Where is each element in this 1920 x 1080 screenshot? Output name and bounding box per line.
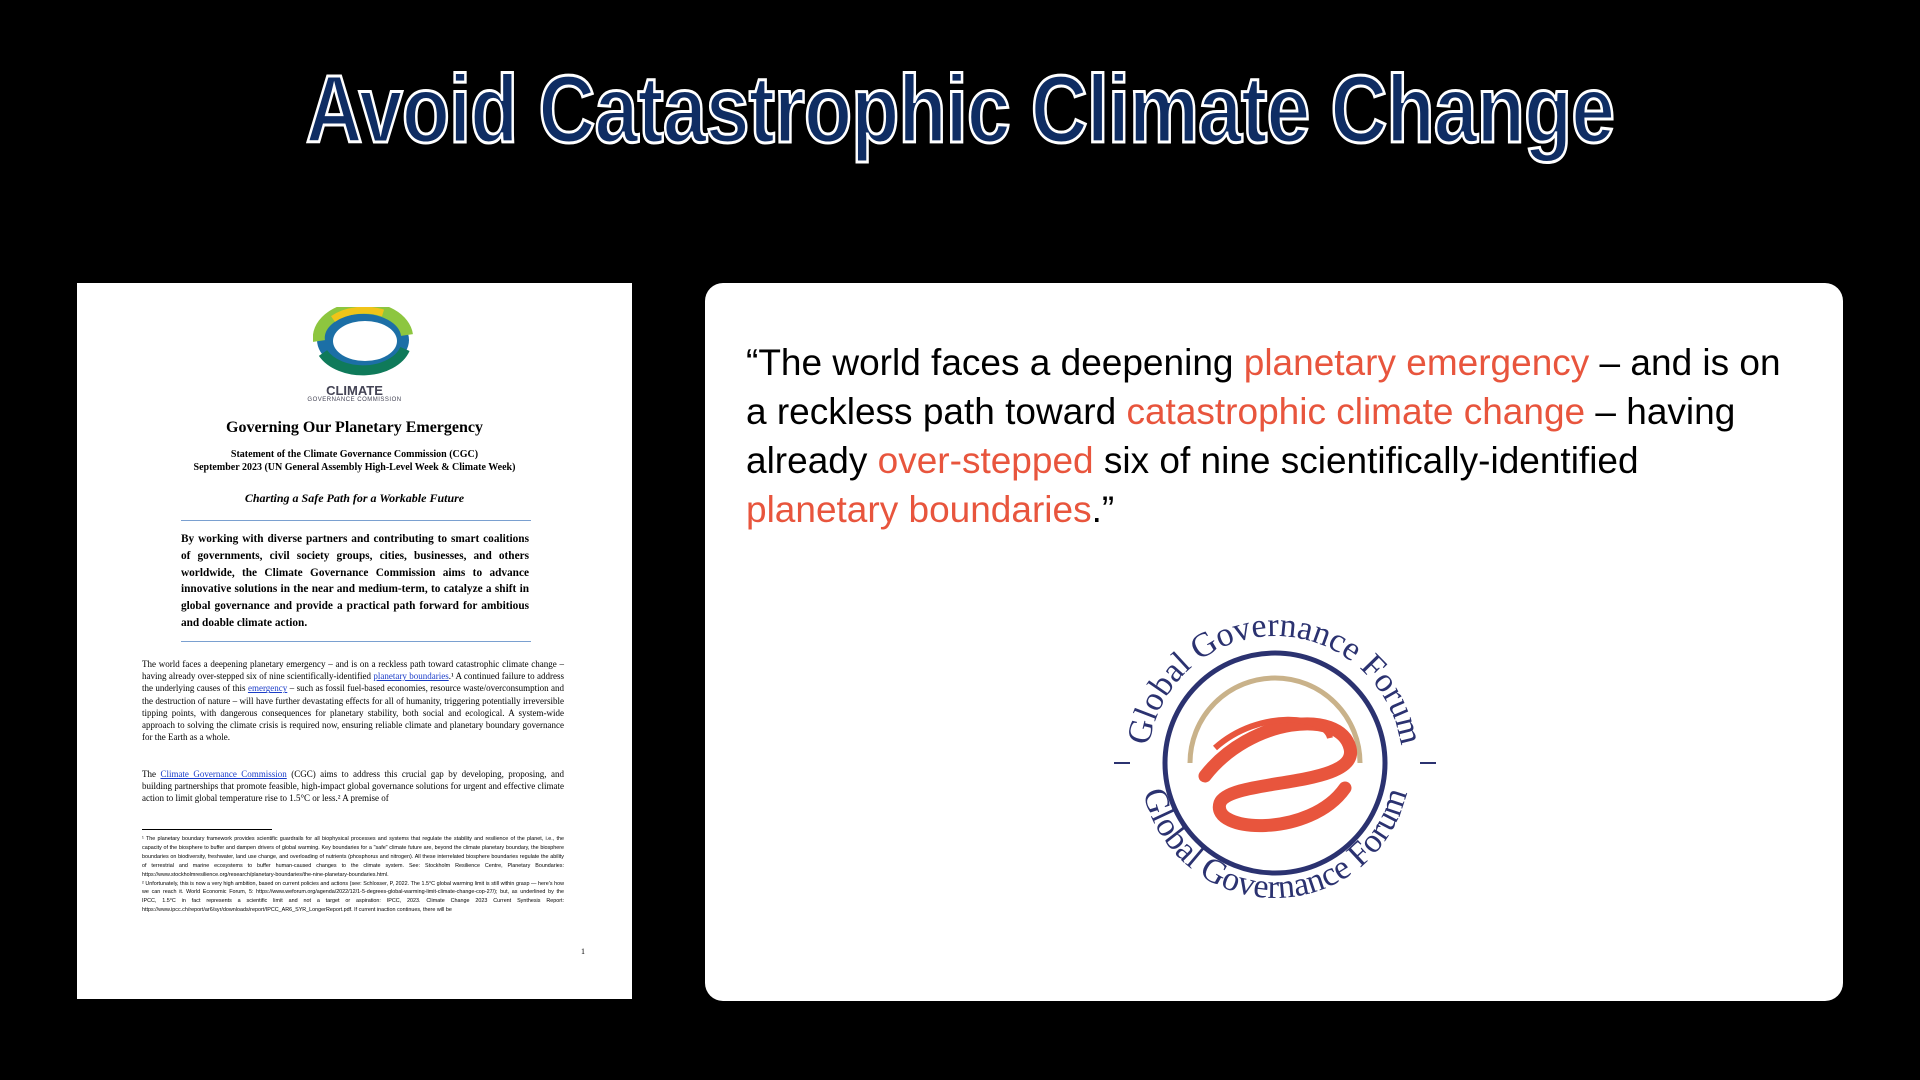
highlight-planetary-boundaries: planetary boundaries (746, 489, 1092, 530)
logo-bottom-text: Global Governance Forum (1135, 783, 1415, 907)
logo-text: CLIMATE (326, 383, 383, 398)
climate-governance-commission-logo (313, 307, 413, 377)
document-intro: By working with diverse partners and contributing to smart coalitions of governments, civil society groups, cities, businesses, and others worldwide, the Climate Governance Commission aims to advance innovative solutions in the near and medium-term, to catalyze a shift in global governance and provide a practical path forward for ambitious and doable climate action. (181, 533, 529, 629)
global-governance-forum-logo (1110, 598, 1440, 928)
document-title: Governing Our Planetary Emergency (226, 419, 483, 436)
footnote-divider (142, 829, 272, 830)
highlight-over-stepped: over-stepped (877, 440, 1094, 481)
highlight-catastrophic-climate-change: catastrophic climate change (1126, 391, 1586, 432)
quote-card (705, 283, 1843, 1001)
logo-subtext: GOVERNANCE COMMISSION (307, 397, 402, 403)
document-subtitle: Statement of the Climate Governance Commission (CGC) (230, 449, 479, 460)
divider-top (181, 520, 531, 521)
emergency-link[interactable]: emergency (247, 683, 288, 694)
footnotes (142, 835, 564, 915)
quote-text: “The world faces a deepening planetary emergency – and is on a reckless path toward catastrophic climate change – having already over-stepped six of nine scientifically-identified planetary boundaries.” (746, 342, 1781, 530)
document-paragraph-2: The Climate Governance Commission (CGC) aims to address this crucial gap by developing, proposing, and building partnerships that promote feasible, high-impact global governance solutions for urgent and effective climate action to limit global temperature rise to 1.5°C or less.² A premise of (142, 769, 564, 804)
logo-top-text: Global Governance Forum (1120, 606, 1430, 748)
document-page-image (77, 283, 632, 999)
planetary-boundaries-link[interactable]: planetary boundaries (373, 671, 449, 682)
footnote-2: ² Unfortunately, this is now a very high ambition, based on current policies and actions (see: Schlosser, P, 2022. The 1.5°C global warming limit is still within grasp — here's how we can reach it. World Economic Forum, 5: https://www.weforum.org/agenda/2022/12/1-5-degrees-global-warming-limit-climate-change-cop-27/); but, as underlined by the IPCC, 1.5°C in fact represents a scientific limit and not a target or aspiration: IPCC, 2023. Climate Change 2023 Current Synthesis Report: https://www.ipcc.ch/report/ar6/syr/downloads/report/IPCC_AR6_SYR_LongerReport.pdf. If current inaction continues, there will be (142, 880, 564, 914)
footnote-1: ¹ The planetary boundary framework provides scientific guardrails for all biophysical processes and systems that regulate the stability and resilience of the planet, i.e., the capacity of the biosphere to buffer and dampen drivers of global warming. Key boundaries for a "safe" climate future are, beyond the climate planetary boundary, the biosphere boundaries on biodiversity, freshwater, land use change, and overloading of nutrients (phosphorus and nitrogen). All these interrelated biosphere boundaries regulate the ability of terrestrial and marine ecosystems to buffer human-caused changes to the climate system. See: Stockholm Resilience Centre, Planetary Boundaries: https://www.stockholmresilience.org/research/planetary-boundaries/the-nine-planetary-boundaries.html. (142, 836, 564, 878)
divider-bottom (181, 641, 531, 642)
document-paragraph-1: The world faces a deepening planetary emergency – and is on a reckless path toward catastrophic climate change – having already over-stepped six of nine scientifically-identified planetary boundaries.¹ A continued failure to address the underlying causes of this emergency – such as fossil fuel-based economies, resource waste/overconsumption and the destruction of nature – will have further devastating effects for all of humanity, triggering potentially irreversible tipping points, with dangerous consequences for planetary stability, both social and ecological. A system-wide approach to solving the climate crisis is required now, ensuring reliable climate and planetary boundary governance for the Earth as a whole. (142, 659, 565, 743)
document-date-line: September 2023 (UN General Assembly High-Level Week & Climate Week) (193, 462, 516, 473)
slide-title: Avoid Catastrophic Climate Change (305, 56, 1615, 163)
climate-governance-commission-link[interactable]: Climate Governance Commission (160, 769, 287, 779)
page-number: 1 (581, 947, 585, 956)
document-tagline: Charting a Safe Path for a Workable Future (244, 491, 465, 505)
highlight-planetary-emergency: planetary emergency (1243, 342, 1590, 383)
